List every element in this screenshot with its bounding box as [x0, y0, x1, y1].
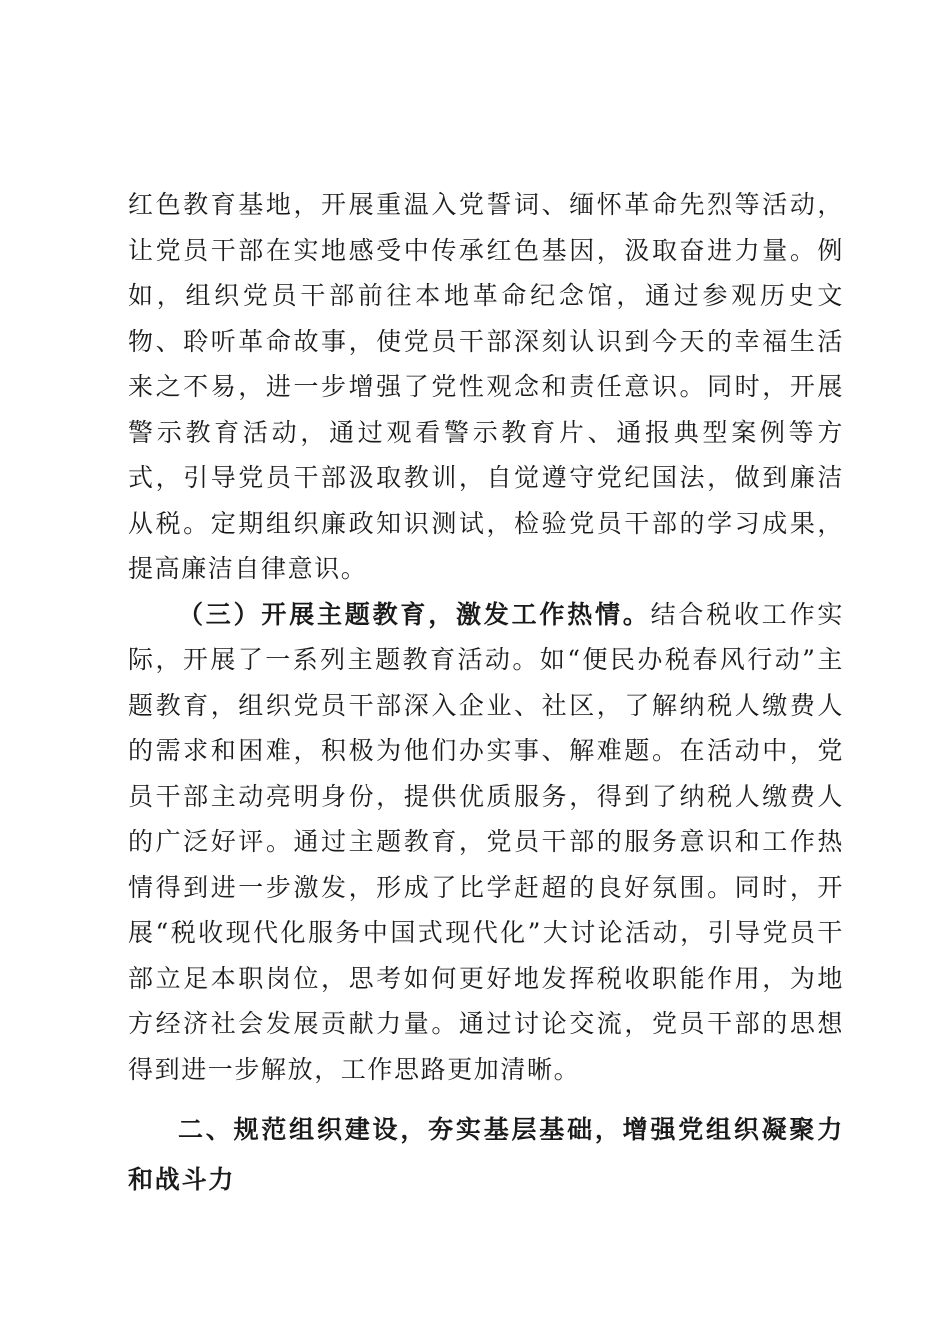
section-heading: 二、规范组织建设，夯实基层基础，增强党组织凝聚力和战斗力 — [128, 1115, 844, 1194]
document-body — [128, 182, 844, 1205]
paragraph-theme-education — [128, 592, 844, 1093]
paragraph-red-education: 红色教育基地，开展重温入党誓词、缅怀革命先烈等活动，让党员干部在实地感受中传承红色基因，汲取奋进力量。例如，组织党员干部前往本地革命纪念馆，通过参观历史文物、聆听革命故事，使党员干部深刻认识到今天的幸福生活来之不易，进一步增强了党性观念和责任意识。同时，开展警示教育活动，通过观看警示教育片、通报典型案例等方式，引导党员干部汲取教训，自觉遵守党纪国法，做到廉洁从税。定期组织廉政知识测试，检验党员干部的学习成果，提高廉洁自律意识。 — [128, 190, 844, 583]
subsection-heading: （三）开展主题教育，激发工作热情。 — [178, 599, 651, 629]
paragraph-theme-education-body: 结合税收工作实际，开展了一系列主题教育活动。如“便民办税春风行动”主题教育，组织党员干部深入企业、社区，了解纳税人缴费人的需求和困难，积极为他们办实事、解难题。在活动中，党员干部主动亮明身份，提供优质服务，得到了纳税人缴费人的广泛好评。通过主题教育，党员干部的服务意识和工作热情得到进一步激发，形成了比学赶超的良好氛围。同时，开展“税收现代化服务中国式现代化”大讨论活动，引导党员干部立足本职岗位，思考如何更好地发挥税收职能作用，为地方经济社会发展贡献力量。通过讨论交流，党员干部的思想得到进一步解放，工作思路更加清晰。 — [128, 599, 845, 1084]
